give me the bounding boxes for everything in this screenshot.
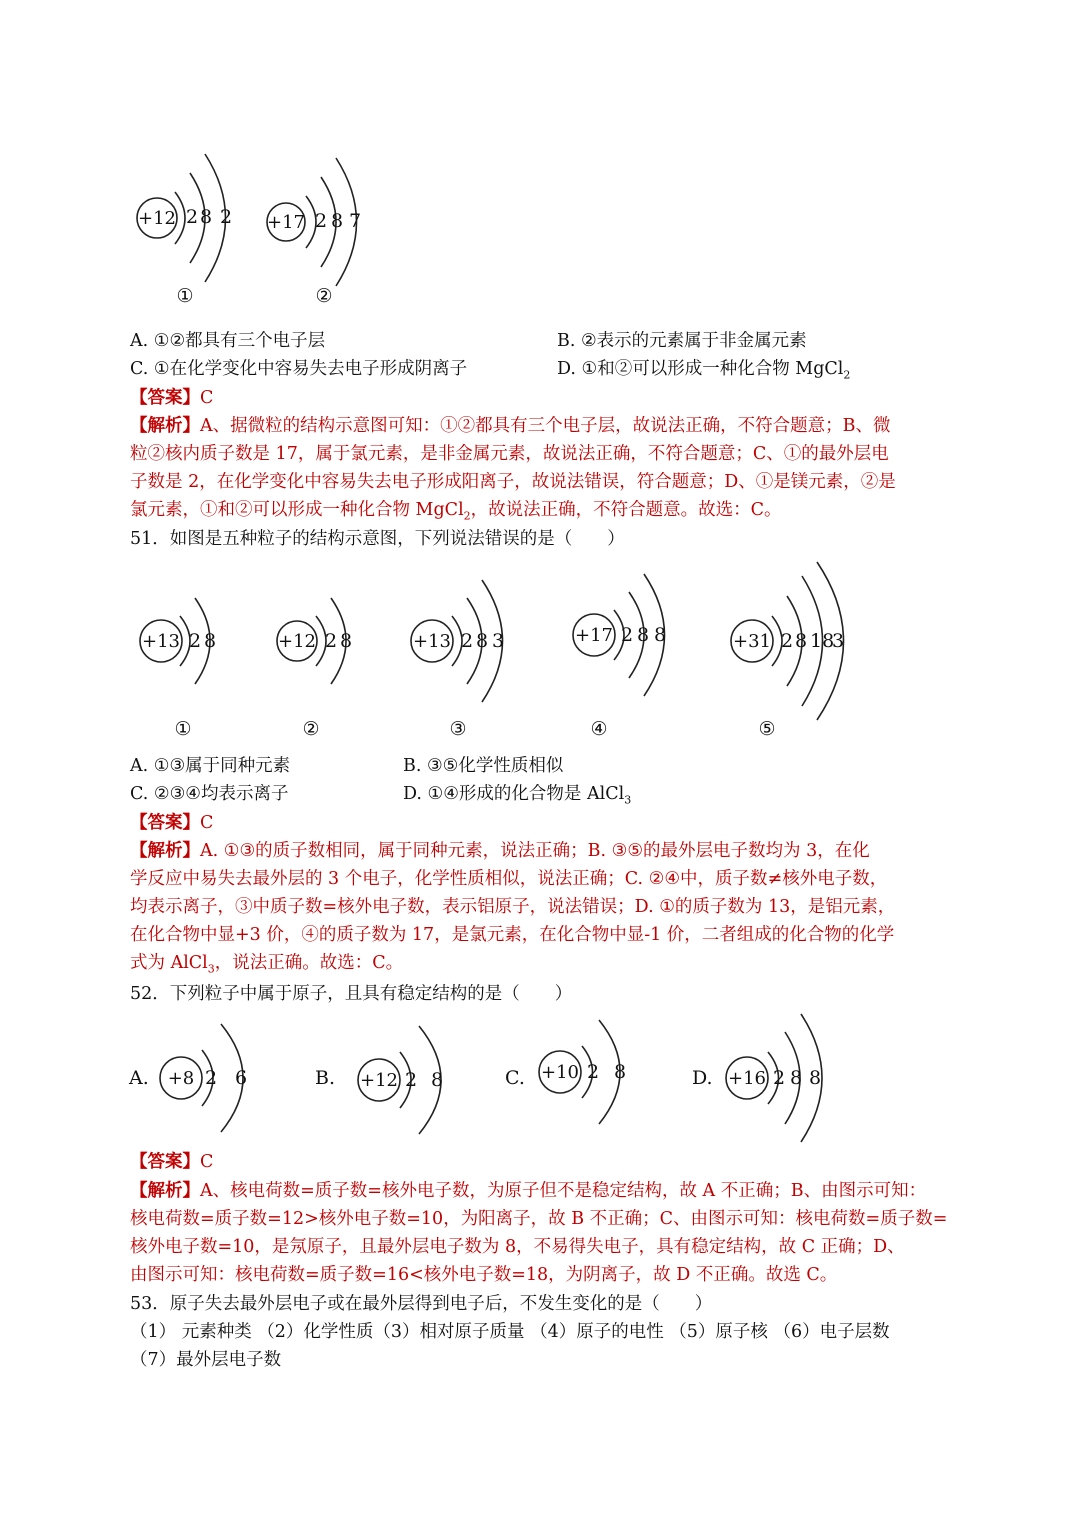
- q51-option-c: C. ②③④均表示离子: [130, 784, 289, 804]
- q52-diagrams: [125, 1010, 845, 1150]
- nucleus-label: +8: [167, 1068, 195, 1089]
- diagram-label: ①: [176, 285, 194, 307]
- q52-option-b-diagram: [315, 1026, 443, 1134]
- answer-value: C: [200, 1152, 214, 1172]
- shell-electron-count: 18: [810, 630, 835, 652]
- subscript: 3: [207, 962, 215, 976]
- shell-electron-count: 6: [235, 1067, 248, 1089]
- option-letter: B.: [315, 1067, 336, 1089]
- shell-electron-count: 3: [832, 630, 845, 652]
- q50-atom-2: [267, 158, 361, 307]
- shell-electron-count: 2: [315, 210, 328, 232]
- q52-option-d-diagram: [692, 1014, 822, 1142]
- q52-analysis-line-2: 核电荷数=质子数=12>核外电子数=10，为阳离子，故 B 不正确；C、由图示可知：核电荷数=质子数=: [130, 1209, 948, 1229]
- shell-electron-count: 8: [331, 210, 344, 232]
- analysis-text: ，说法正确。故选：C。: [214, 953, 404, 973]
- analysis-text: A、据微粒的结构示意图可知：①②都具有三个电子层，故说法正确，不符合题意；B、微: [200, 416, 891, 436]
- q50-atom-1: [137, 154, 232, 307]
- q53-items-line-2: （7）最外层电子数: [130, 1350, 282, 1370]
- nucleus-label: +13: [413, 631, 451, 652]
- q51-analysis-line-4: 在化合物中显+3 价，④的质子数为 17，是氯元素，在化合物中显-1 价，二者组成的化合物的化学: [130, 925, 895, 945]
- subscript: 2: [843, 368, 851, 382]
- q51-option-b: B. ③⑤化学性质相似: [403, 756, 564, 776]
- q52-answer: [130, 1148, 213, 1176]
- shell-electron-count: 8: [200, 206, 213, 228]
- q52-analysis-line-4: 由图示可知：核电荷数=质子数=16<核外电子数=18，为阴离子，故 D 不正确。故选 C。: [130, 1265, 838, 1285]
- q50-option-c: C. ①在化学变化中容易失去电子形成阴离子: [130, 359, 468, 379]
- analysis-tag: 【解析】: [130, 841, 200, 861]
- answer-value: C: [200, 388, 214, 408]
- diagram-label: ①: [174, 718, 192, 740]
- analysis-text: A. ①③的质子数相同，属于同种元素，说法正确；B. ③⑤的最外层电子数均为 3，在化: [200, 841, 870, 861]
- option-text: D. ①④形成的化合物是 AlCl: [403, 784, 625, 804]
- q50-diagrams: [120, 140, 420, 320]
- shell-electron-count: 2: [186, 206, 199, 228]
- shell-electron-count: 3: [492, 630, 505, 652]
- diagram-label: ⑤: [758, 718, 776, 740]
- shell-electron-count: 8: [431, 1069, 444, 1091]
- diagram-label: ④: [590, 718, 608, 740]
- q51-atom-1: [140, 598, 216, 740]
- shell-electron-count: 2: [587, 1061, 600, 1083]
- shell-electron-count: 2: [461, 630, 474, 652]
- analysis-tag: 【解析】: [130, 416, 200, 436]
- q52-analysis-line-1: [130, 1177, 926, 1205]
- q53-stem: 53．原子失去最外层电子或在最外层得到电子后，不发生变化的是（ ）: [130, 1294, 713, 1314]
- shell-electron-count: 2: [325, 630, 338, 652]
- q51-analysis-line-3: 均表示离子，③中质子数=核外电子数，表示铝原子，说法错误；D. ①的质子数为 13，是铝元素，: [130, 897, 896, 917]
- shell-electron-count: 7: [349, 210, 362, 232]
- shell-electron-count: 8: [637, 624, 650, 646]
- option-text: D. ①和②可以形成一种化合物 MgCl: [557, 359, 844, 379]
- nucleus-label: +31: [733, 631, 771, 652]
- shell-electron-count: 8: [340, 630, 353, 652]
- shell-electron-count: 2: [781, 630, 794, 652]
- q50-option-a: A. ①②都具有三个电子层: [130, 331, 326, 351]
- q52-option-c-diagram: [505, 1020, 626, 1124]
- shell-electron-count: 8: [204, 630, 217, 652]
- diagram-label: ②: [315, 285, 333, 307]
- shell-electron-count: 2: [621, 624, 634, 646]
- nucleus-label: +12: [278, 631, 316, 652]
- shell-electron-count: 2: [405, 1069, 418, 1091]
- analysis-text: A、核电荷数=质子数=核外电子数，为原子但不是稳定结构，故 A 不正确；B、由图示可知：: [200, 1181, 927, 1201]
- answer-tag: 【答案】: [130, 388, 200, 408]
- q51-atom-4: [573, 574, 666, 740]
- q51-analysis-line-5: [130, 949, 403, 984]
- diagram-label: ③: [449, 718, 467, 740]
- shell-electron-count: 8: [795, 630, 808, 652]
- analysis-text: ，故说法正确，不符合题意。故选：C。: [470, 500, 782, 520]
- q51-stem: 51．如图是五种粒子的结构示意图，下列说法错误的是（ ）: [130, 529, 625, 549]
- option-letter: D.: [692, 1067, 713, 1089]
- q50-option-b: B. ②表示的元素属于非金属元素: [557, 331, 807, 351]
- q53-items-line-1: （1） 元素种类 （2）化学性质（3）相对原子质量 （4）原子的电性 （5）原子核 （6）电子层数: [130, 1322, 890, 1342]
- q50-analysis-line-2: 粒②核内质子数是 17，属于氯元素，是非金属元素，故说法正确，不符合题意；C、①的最外层电: [130, 444, 889, 464]
- subscript: 3: [624, 793, 632, 807]
- nucleus-label: +13: [142, 631, 180, 652]
- q50-analysis-line-1: [130, 412, 891, 440]
- q51-analysis-line-1: [130, 837, 870, 865]
- q51-diagrams: [125, 560, 865, 750]
- q52-stem: 52．下列粒子中属于原子，且具有稳定结构的是（ ）: [130, 984, 573, 1004]
- analysis-text: 式为 AlCl: [130, 953, 208, 973]
- nucleus-label: +12: [138, 208, 176, 229]
- q51-option-d: [403, 780, 631, 815]
- subscript: 2: [463, 509, 471, 523]
- nucleus-label: +10: [541, 1062, 579, 1083]
- answer-tag: 【答案】: [130, 1152, 200, 1172]
- nucleus-label: +16: [728, 1068, 766, 1089]
- q52-option-a-diagram: [128, 1024, 247, 1132]
- option-letter: C.: [505, 1067, 525, 1089]
- nucleus-label: +12: [360, 1070, 398, 1091]
- option-letter: A.: [129, 1067, 149, 1089]
- q51-answer: [130, 809, 213, 837]
- nucleus-label: +17: [575, 625, 613, 646]
- q50-analysis-line-3: 子数是 2，在化学变化中容易失去电子形成阳离子，故说法错误，符合题意；D、①是镁元素，②是: [130, 472, 896, 492]
- shell-electron-count: 8: [614, 1061, 627, 1083]
- answer-tag: 【答案】: [130, 813, 200, 833]
- shell-electron-count: 2: [205, 1067, 218, 1089]
- shell-electron-count: 2: [773, 1067, 786, 1089]
- analysis-text: 氯元素，①和②可以形成一种化合物 MgCl: [130, 500, 464, 520]
- shell-electron-count: 8: [476, 630, 489, 652]
- q51-analysis-line-2: 学反应中易失去最外层的 3 个电子，化学性质相似，说法正确；C. ②④中，质子数≠核外电子数，: [130, 869, 888, 889]
- q50-option-d: [557, 355, 850, 390]
- shell-electron-count: 8: [809, 1067, 822, 1089]
- q50-answer: [130, 384, 213, 412]
- q51-atom-3: [411, 580, 504, 740]
- q52-analysis-line-3: 核外电子数=10，是氖原子，且最外层电子数为 8，不易得失电子，具有稳定结构，故 C 正确；D、: [130, 1237, 905, 1257]
- diagram-label: ②: [302, 718, 320, 740]
- shell-electron-count: 2: [189, 630, 202, 652]
- analysis-tag: 【解析】: [130, 1181, 200, 1201]
- nucleus-label: +17: [267, 212, 305, 233]
- q51-atom-2: [277, 598, 352, 740]
- q51-atom-5: [731, 562, 844, 740]
- answer-value: C: [200, 813, 214, 833]
- shell-electron-count: 8: [790, 1067, 803, 1089]
- q51-option-a: A. ①③属于同种元素: [130, 756, 291, 776]
- shell-electron-count: 8: [654, 624, 667, 646]
- shell-electron-count: 2: [220, 206, 233, 228]
